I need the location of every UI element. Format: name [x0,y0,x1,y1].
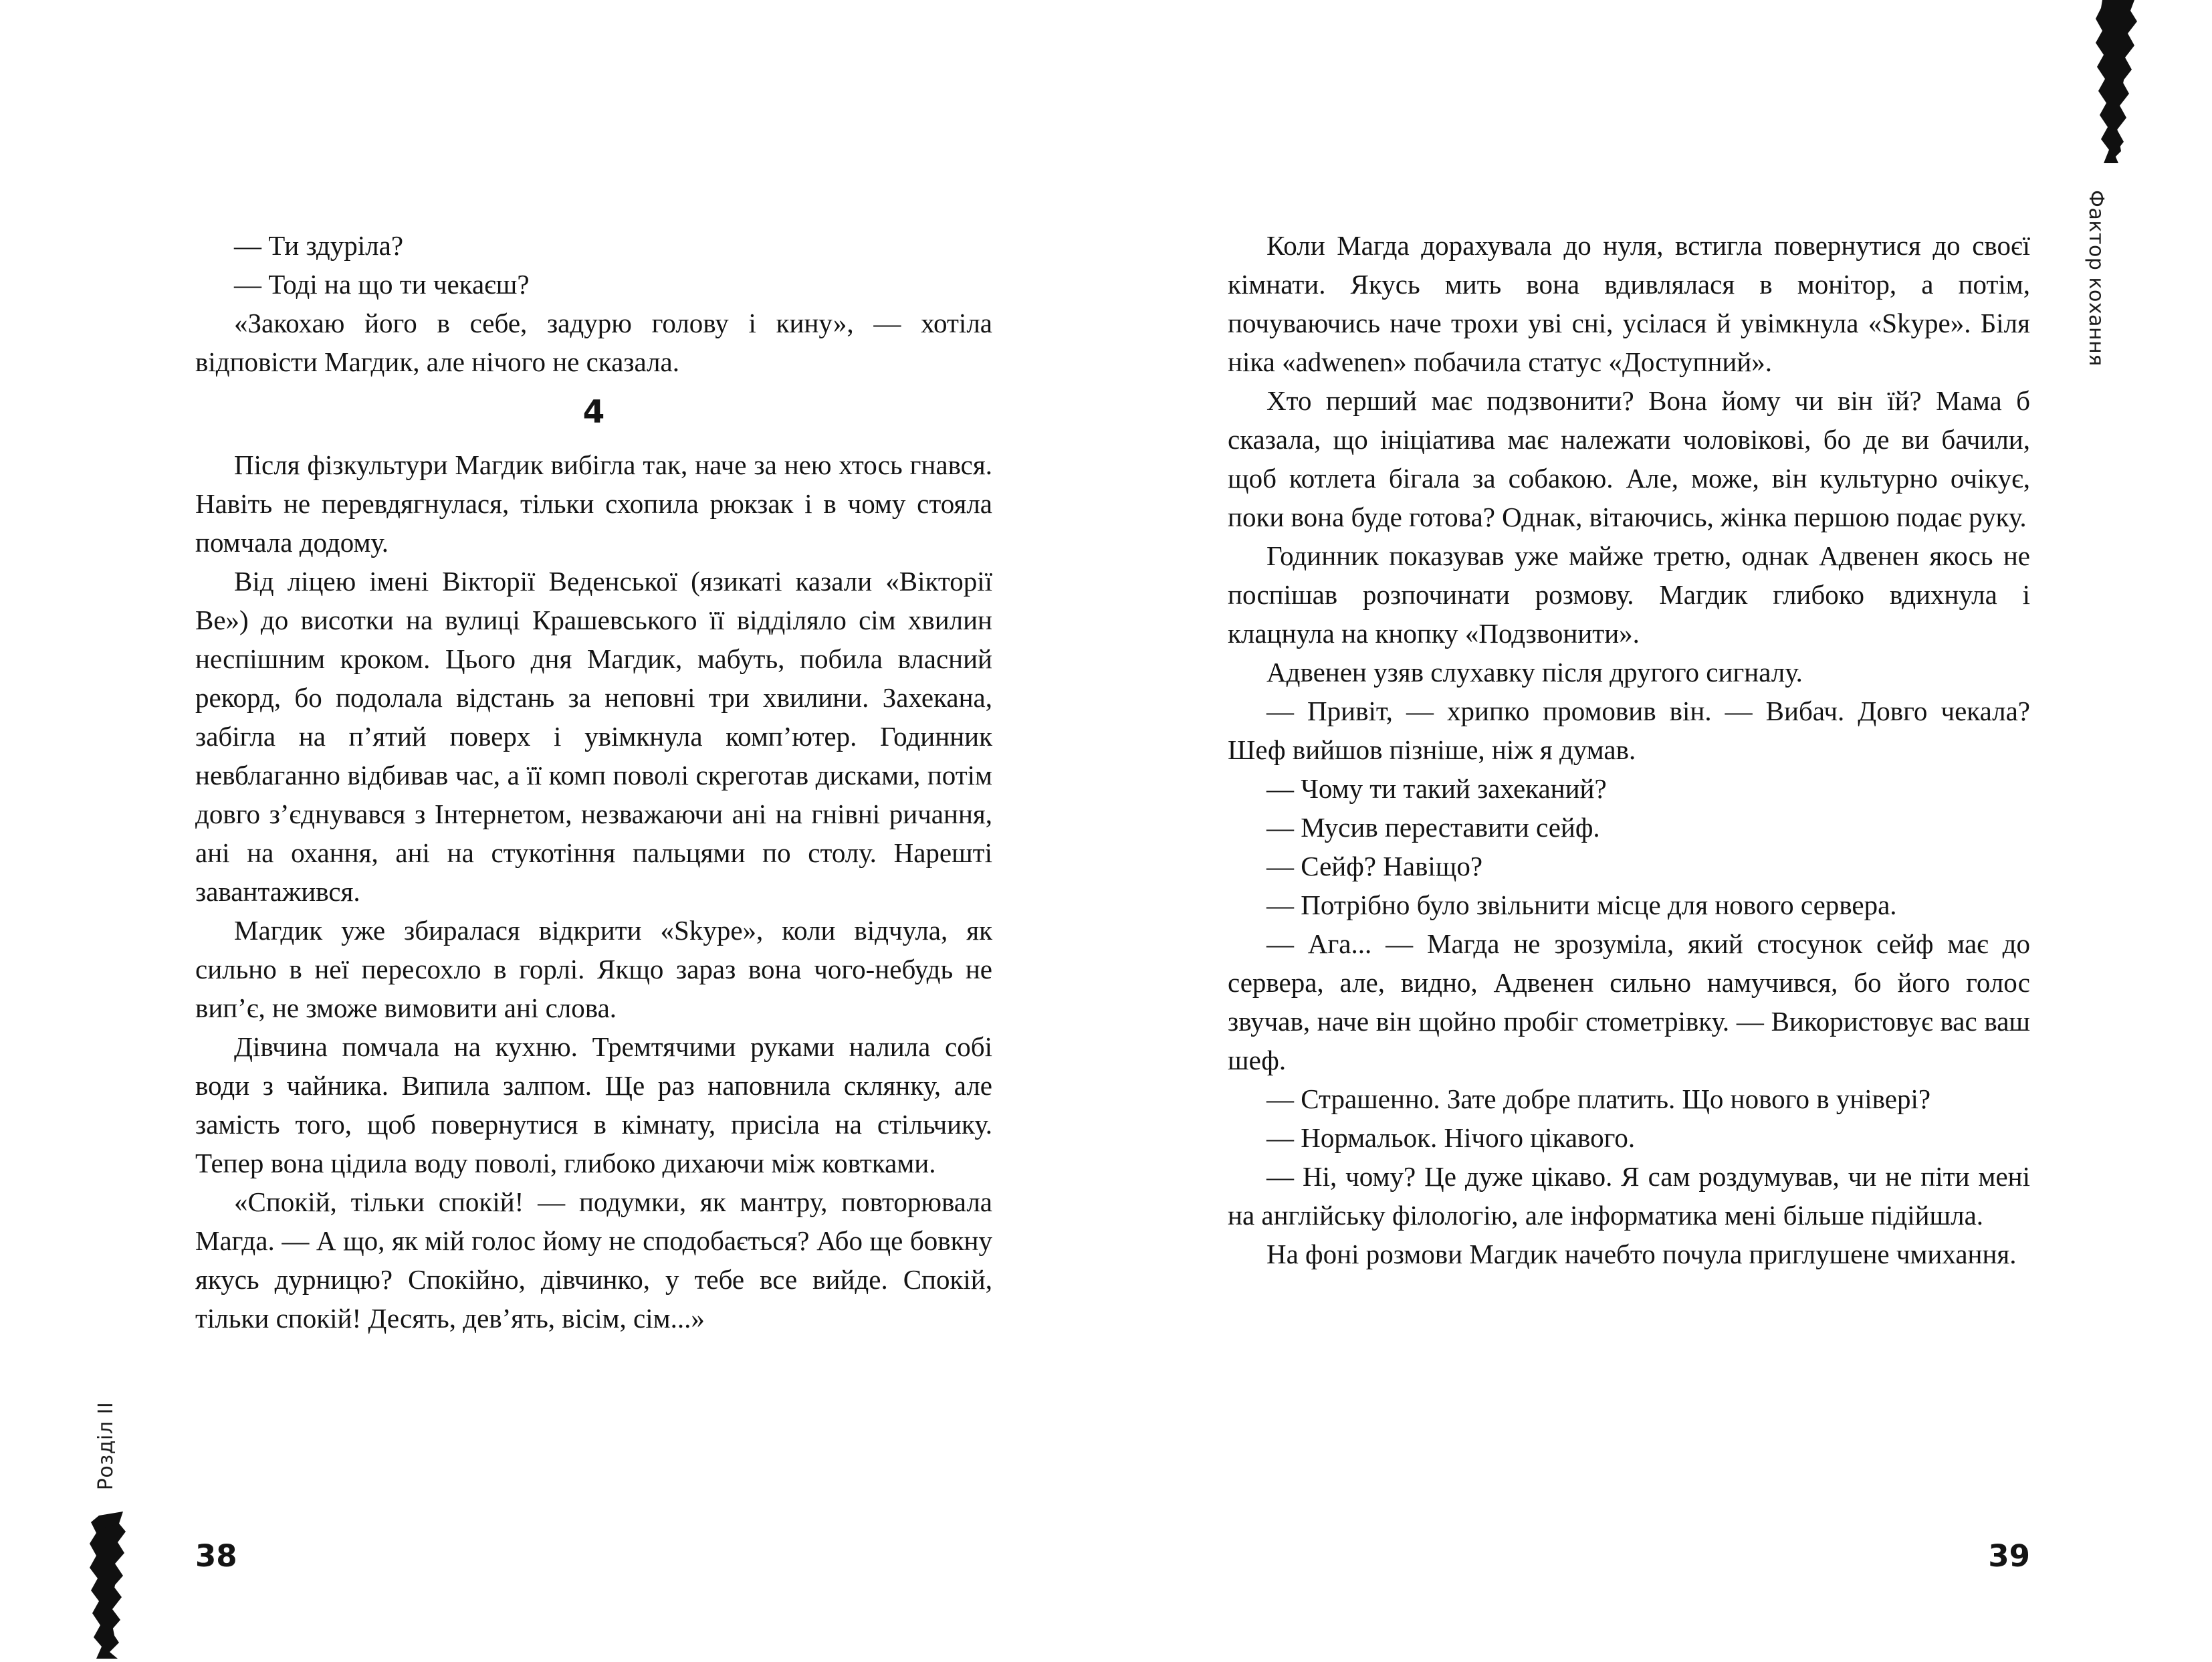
paragraph: — Тоді на що ти чекаєш? [234,269,530,300]
chapter-margin-label: Розділ ІІ [94,1401,118,1491]
paragraph: — Ти здуріла? [234,230,404,261]
paragraph: На фоні розмови Магдик начебто почула приглушене чмихання. [1266,1239,2017,1269]
right-page-text-column [1228,226,2030,1273]
paragraph: — Сейф? Навіщо? [1266,851,1483,881]
left-page [0,0,1106,1659]
page-number-right: 39 [1988,1538,2030,1574]
paragraph: Після фізкультури Магдик вибігла так, наче за нею хтось гнався. Навіть не перевдягнулася, тільки схопила рюкзак і в чому стояла помчала додому. [195,449,992,558]
grunge-mark-bottom-left [84,1512,140,1659]
paragraph: — Ні, чому? Це дуже цікаво. Я сам роздумував, чи не піти мені на англійську філологію, але інформатика мені більше підійшла. [1228,1161,2030,1231]
left-page-text-column [195,226,992,1338]
chapter-number: 4 [582,394,605,431]
paragraph: «Спокій, тільки спокій! — подумки, як мантру, повторювала Магда. — А що, як мій голос йому не сподобається? Або ще бовкну якусь дурницю? Спокійно, дівчинко, у тебе все вийде. Спокій, тільки спокій! Десять, дев’ять, вісім, сім...» [195,1186,992,1334]
page-number-left: 38 [195,1538,237,1574]
paragraph: «Закохаю його в себе, задурю голову і кину», — хотіла відповісти Магдик, але нічого не сказала. [195,308,992,377]
paragraph: — Привіт, — хрипко промовив він. — Вибач. Довго чекала? Шеф вийшов пізніше, ніж я думав. [1228,696,2030,765]
paragraph: Від ліцею імені Вікторії Веденської (язикаті казали «Вікторії Ве») до висотки на вулиці Крашевського її відділяло сім хвилин неспішним кроком. Цього дня Магдик, мабуть, побила власний рекорд, бо подолала відстань за неповні три хвилини. Захекана, забігла на п’ятий поверх і увімкнула комп’ютер. Годинник невблаганно відбивав час, а її комп поволі скреготав дисками, потім довго з’єднувався з Інтернетом, незважаючи ані на гнівні ричання, ані на охання, ані на стукотіння пальцями по столу. Нарешті завантажився. [195,566,992,907]
paragraph: — Потрібно було звільнити місце для нового сервера. [1266,890,1897,920]
right-page [1106,0,2212,1659]
paragraph: Адвенен узяв слухавку після другого сигналу. [1266,657,1803,688]
paragraph: — Нормальок. Нічого цікавого. [1266,1122,1636,1153]
paragraph: Хто перший має подзвонити? Вона йому чи він їй? Мама б сказала, що ініціатива має належати чоловікові, бо де ви бачили, щоб котлета бігала за собакою. Але, може, він культурно очікує, поки вона буде готова? Однак, вітаючись, жінка першою подає руку. [1228,385,2030,532]
paragraph: Годинник показував уже майже третю, однак Адвенен якось не поспішав розпочинати розмову. Магдик глибоко вдихнула і клацнула на кнопку «Подзвонити». [1228,540,2030,649]
paragraph: — Страшенно. Зате добре платить. Що нового в універі? [1266,1083,1931,1114]
paragraph: Дівчина помчала на кухню. Тремтячими руками налила собі води з чайника. Випила залпом. Ще раз наповнила склянку, але замість того, щоб повернутися в кімнату, присіла на стільчику. Тепер вона цідила воду поволі, глибоко дихаючи між ковтками. [195,1031,992,1178]
paragraph: — Чому ти такий захеканий? [1266,773,1607,804]
paragraph: Магдик уже збиралася відкрити «Skype», коли відчула, як сильно в неї пересохло в горлі. Якщо зараз вона чого-небудь не вип’є, не зможе вимовити ані слова. [195,915,992,1023]
paragraph: — Ага... — Магда не зрозуміла, який стосунок сейф має до сервера, але, видно, Адвенен сильно намучився, бо його голос звучав, наче він щойно пробіг стометрівку. — Використовує вас ваш шеф. [1228,928,2030,1075]
paragraph: Коли Магда дорахувала до нуля, встигла повернутися до своєї кімнати. Якусь мить вона вдивлялася в монітор, а потім, почуваючись наче трохи уві сні, усілася й увімкнула «Skype». Біля ніка «adwenen» побачила статус «Доступний». [1228,230,2030,377]
paragraph: — Мусив переставити сейф. [1266,812,1600,843]
running-head-book-title: Фактор кохання [2084,190,2108,367]
